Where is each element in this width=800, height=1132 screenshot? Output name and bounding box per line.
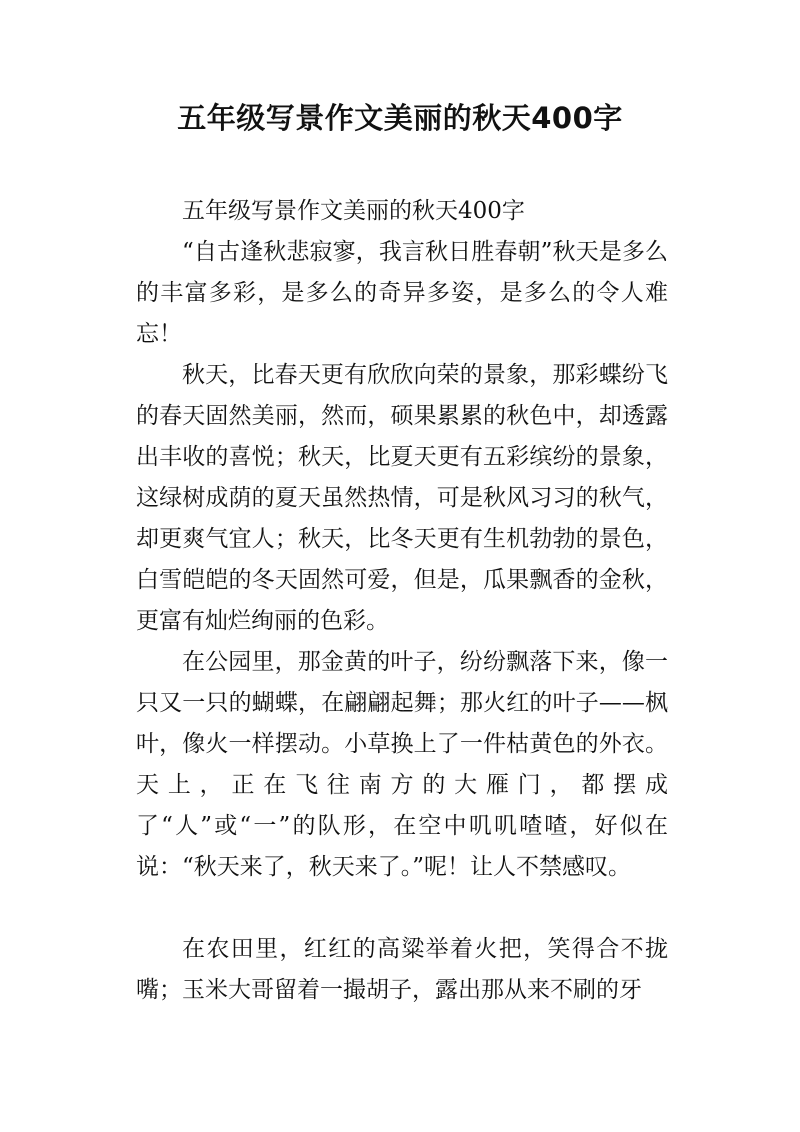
document-title: 五年级写景作文美丽的秋天400字 [177, 101, 623, 135]
paragraph-subtitle: 五年级写景作文美丽的秋天400字 [182, 198, 525, 224]
paragraph-comparison: 秋天，比春天更有欣欣向荣的景象，那彩蝶纷飞的春天固然美丽，然而，硕果累累的秋色中，却透露出丰收的喜悦；秋天，比夏天更有五彩缤纷的景象，这绿树成荫的夏天虽然热情，可是秋风习习的秋气，却更爽气宜人；秋天，比冬天更有生机勃勃的景色，白雪皑皑的冬天固然可爱，但是，瓜果飘香的金秋，更富有灿烂绚丽的色彩。 [136, 362, 668, 634]
paragraph-park: 在公园里，那金黄的叶子，纷纷飘落下来，像一只又一只的蝴蝶，在翩翩起舞；那火红的叶子——枫叶，像火一样摆动。小草换上了一件枯黄色的外衣。天上，正在飞往南方的大雁门，都摆成了“人”或“一”的队形，在空中叽叽喳喳，好似在说：“秋天来了，秋天来了。”呢！让人不禁感叹。 [136, 649, 668, 880]
document-body [136, 191, 668, 1011]
paragraph-intro: “自古逢秋悲寂寥，我言秋日胜春朝”秋天是多么的丰富多彩，是多么的奇异多姿，是多么的令人难忘！ [136, 239, 668, 347]
paragraph-farmland: 在农田里，红红的高粱举着火把，笑得合不拢嘴；玉米大哥留着一撮胡子，露出那从来不刷的牙 [136, 936, 668, 1003]
